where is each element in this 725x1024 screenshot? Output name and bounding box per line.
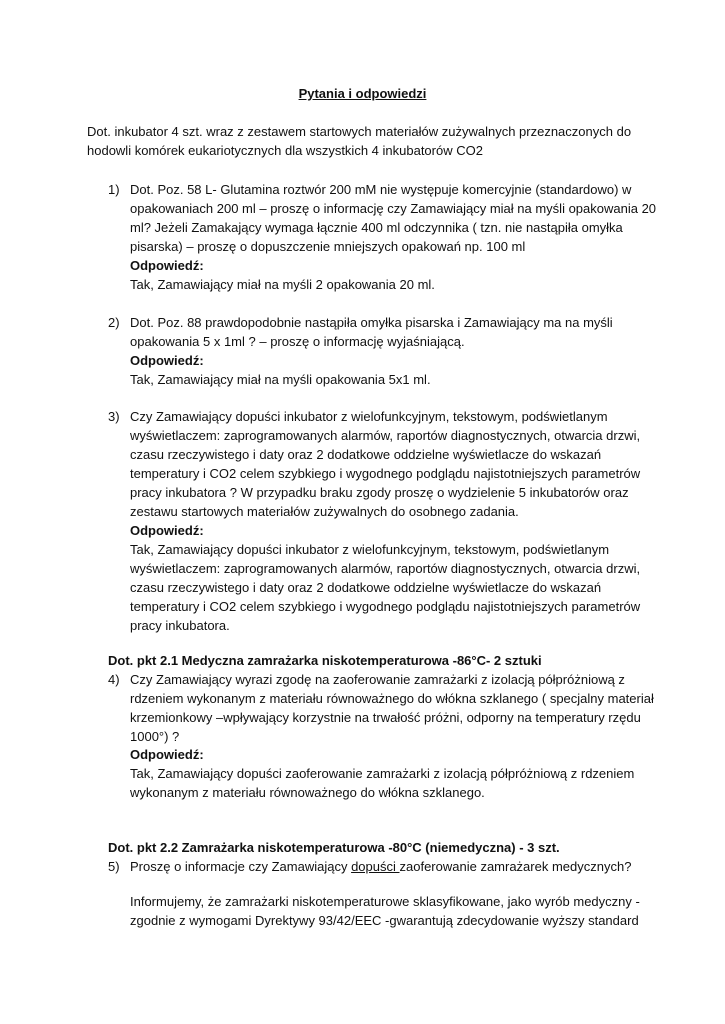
q3-line-5: pracy inkubatora ? W przypadku braku zgody proszę o wydzielenie 5 inkubatorów oraz [130, 485, 629, 500]
q3-answer-line-5: pracy inkubatora. [130, 618, 230, 633]
q4-answer-line-1: Tak, Zamawiający dopuści zaoferowanie zamrażarki z izolacją półpróżniową z rdzeniem [130, 766, 635, 781]
q5-info-line-1: Informujemy, że zamrażarki niskotemperaturowe sklasyfikowane, jako wyrób medyczny - [130, 894, 640, 909]
q1-line-2: opakowaniach 200 ml – proszę o informację czy Zamawiający miał na myśli opakowania 20 [130, 201, 657, 216]
q1-answer-line-1: Tak, Zamawiający miał na myśli 2 opakowania 20 ml. [130, 277, 435, 292]
q3-answer-line-2: wyświetlaczem: zaprogramowanych alarmów, raportów diagnostycznych, otwarcia drzwi, [130, 561, 641, 576]
q3-line-2: wyświetlaczem: zaprogramowanych alarmów, raportów diagnostycznych, otwarcia drzwi, [130, 428, 641, 443]
intro-line-2: hodowli komórek eukariotycznych dla wszystkich 4 inkubatorów CO2 [87, 143, 483, 158]
q3-answer-label: Odpowiedź: [130, 523, 204, 538]
q1-line-4: pisarska) – proszę o dopuszczenie mniejszych opakowań np. 100 ml [130, 239, 526, 254]
q4-answer-line-2: wykonanym z materiału równoważnego do włókna szklanego. [130, 785, 485, 800]
page-title: Pytania i odpowiedzi [298, 86, 427, 101]
q5-text-after: zaoferowanie zamrażarek medycznych? [399, 859, 632, 874]
q5-question [130, 857, 631, 876]
q5-info-line-2: zgodnie z wymogami Dyrektywy 93/42/EEC -gwarantują zdecydowanie wyższy standard [130, 913, 639, 928]
q4-line-1: Czy Zamawiający wyrazi zgodę na zaoferowanie zamrażarki z izolacją półpróżniową z [130, 672, 625, 687]
q2-line-2: opakowania 5 x 1ml ? – proszę o informację wyjaśniającą. [130, 334, 465, 349]
section-2-1-heading: Dot. pkt 2.1 Medyczna zamrażarka niskotemperaturowa -86°C- 2 sztuki [108, 653, 542, 668]
q4-line-4: 1000°) ? [130, 729, 180, 744]
q3-line-6: zestawu startowych materiałów zużywalnych do osobnego zadania. [130, 504, 519, 519]
q5-number: 5) [108, 859, 120, 874]
q2-number: 2) [108, 315, 120, 330]
section-2-2-heading: Dot. pkt 2.2 Zamrażarka niskotemperaturowa -80°C (niemedyczna) - 3 szt. [108, 840, 560, 855]
q3-answer-line-3: czasu rzeczywistego i daty oraz 2 dodatkowe oddzielne wyświetlacze do wskazań [130, 580, 602, 595]
q4-line-2: rdzeniem wykonanym z materiału równoważnego do włókna szklanego ( specjalny materiał [130, 691, 654, 706]
q3-line-4: temperatury i CO2 celem szybkiego i wygodnego podglądu najistotniejszych parametrów [130, 466, 641, 481]
q3-line-3: czasu rzeczywistego i daty oraz 2 dodatkowe oddzielne wyświetlacze do wskazań [130, 447, 602, 462]
q3-line-1: Czy Zamawiający dopuści inkubator z wielofunkcyjnym, tekstowym, podświetlanym [130, 409, 608, 424]
q5-text-before: Proszę o informacje czy Zamawiający [130, 859, 352, 874]
q1-line-1: Dot. Poz. 58 L- Glutamina roztwór 200 mM nie występuje komercyjnie (standardowo) w [130, 182, 632, 197]
q3-answer-line-4: temperatury i CO2 celem szybkiego i wygodnego podglądu najistotniejszych parametrów [130, 599, 641, 614]
q1-number: 1) [108, 182, 120, 197]
q1-line-3: ml? Jeżeli Zamakający wymaga łącznie 400 ml odczynnika ( tzn. nie nastąpiła omyłka [130, 220, 623, 235]
q4-line-3: krzemionkowy –wpływający korzystnie na trwałość próżni, odporny na temperatury rzędu [130, 710, 641, 725]
q4-answer-label: Odpowiedź: [130, 747, 204, 762]
q4-number: 4) [108, 672, 120, 687]
intro-line-1: Dot. inkubator 4 szt. wraz z zestawem startowych materiałów zużywalnych przeznaczonych do [87, 124, 632, 139]
q2-answer-label: Odpowiedź: [130, 353, 204, 368]
q5-text-underlined: dopuści [351, 859, 400, 874]
q2-answer-line-1: Tak, Zamawiający miał na myśli opakowania 5x1 ml. [130, 372, 431, 387]
q2-line-1: Dot. Poz. 88 prawdopodobnie nastąpiła omyłka pisarska i Zamawiający ma na myśli [130, 315, 613, 330]
q3-number: 3) [108, 409, 120, 424]
q1-answer-label: Odpowiedź: [130, 258, 204, 273]
q3-answer-line-1: Tak, Zamawiający dopuści inkubator z wielofunkcyjnym, tekstowym, podświetlanym [130, 542, 610, 557]
